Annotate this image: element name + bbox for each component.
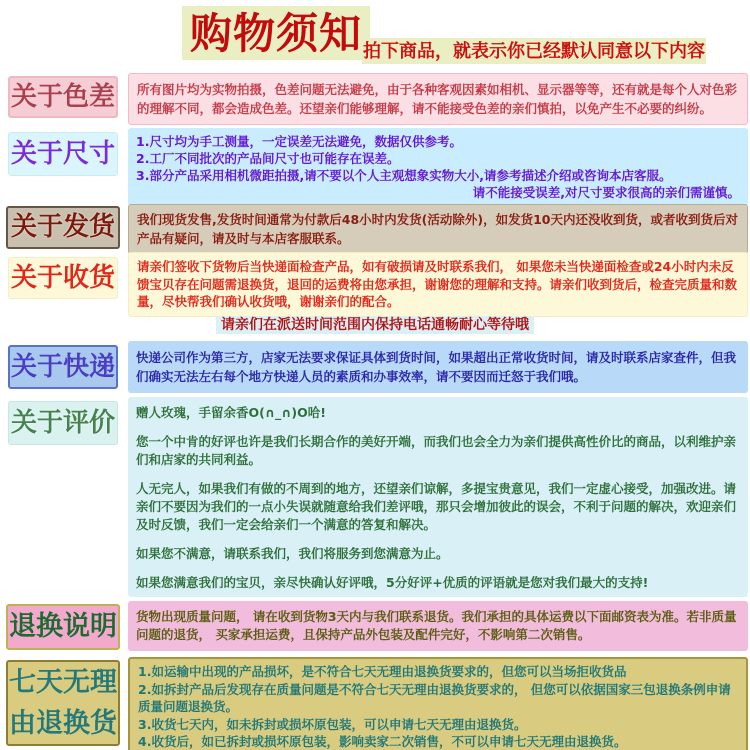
review-paragraph-1: 赠人玫瑰，手留余香O(∩_∩)O哈!: [136, 405, 326, 420]
seven-day-rule-1: 1.如运输中出现的产品损坏，是不符合七天无理由退换货要求的，但您可以当场拒收货品: [138, 664, 627, 679]
section-text-seven-day-return: [128, 657, 748, 750]
section-label-shipping: 关于发货: [6, 206, 120, 249]
size-rule-2: 2.工厂不同批次的产品间尺寸也可能存在误差。: [136, 151, 400, 166]
seven-day-label-line-2: 由退换货: [9, 708, 117, 739]
section-text-size: [128, 128, 748, 206]
section-label-size: 关于尺寸: [8, 132, 118, 176]
section-label-seven-day-return: [6, 660, 120, 746]
section-text-receiving: 请亲们签收下货物后当快递面检查产品，如有破损请及时联系我们， 如果您未当快递面检查或24小时内未反馈宝贝存在问题需退换货，退回的运费将由您承担，谢谢您的理解和支持。请亲们收到货后，检查完质量和数量，尽快帮我们确认收货哦，谢谢亲们的配合。: [128, 252, 748, 317]
section-label-color-difference: 关于色差: [8, 76, 118, 118]
seven-day-rule-4: 4.收货后，如已拆封或损坏原包装，影响卖家二次销售，不可以申请七天无理由退换货。: [138, 734, 627, 749]
page-subtitle: 拍下商品，就表示你已经默认同意以下内容: [362, 38, 706, 64]
size-rule-1: 1.尺寸均为手工测量，一定误差无法避免，数据仅供参考。: [136, 134, 462, 149]
review-paragraph-5: 如果您满意我们的宝贝，亲尽快确认好评哦，5分好评+优质的评语就是您对我们最大的支持!: [136, 575, 649, 590]
section-label-receiving: 关于收货: [8, 257, 118, 299]
delivery-phone-notice-row: [0, 314, 750, 334]
review-paragraph-4: 如果您不满意，请联系我们，我们将服务到您满意为止。: [136, 546, 449, 561]
delivery-phone-notice: 请亲们在派送时间范围内保持电话通畅耐心等待哦: [216, 316, 534, 334]
section-text-color-difference: 所有图片均为实物拍摄，色差问题无法避免，由于各种客观因素如相机、显示器等等，还有就是每个人对色彩的理解不同，都会造成色差。还望亲们能够理解，请不能接受色差的亲们慎拍，以免产生不必要的纠纷。: [128, 73, 748, 125]
section-text-returns: 货物出现质量问题， 请在收到货物3天内与我们联系退货。我们承担的具体运费以下面邮资表为准。若非质量问题的退货， 买家承担运费，且保持产品外包装及配件完好，不影响第二次销售。: [128, 601, 748, 651]
section-label-express: 关于快递: [8, 345, 118, 389]
section-label-review: 关于评价: [8, 401, 118, 445]
review-paragraph-3: 人无完人，如果我们有做的不周到的地方，还望亲们谅解，多提宝贵意见，我们一定虚心接受，加强改进。请亲们不要因为我们的一点小失误就随意给我们差评哦，那只会增加彼此的误会，不利于问题的解决，欢迎亲们及时反馈，我们一定会给亲们一个满意的答复和解决。: [136, 481, 737, 532]
section-text-review: [128, 397, 748, 597]
seven-day-rule-2: 2.如拆封产品后发现存在质量问题是不符合七天无理由退换货要求的， 但您可以依据国家三包退换条例申请质量问题退换货。: [138, 681, 731, 714]
section-text-express: 快递公司作为第三方，店家无法要求保证具体到货时间，如果超出正常收货时间，请及时联系店家查件，但我们确实无法左右每个地方快递人员的素质和办事效率，请不要因而迁怒于我们哦。: [128, 341, 748, 393]
seven-day-label-line-1: 七天无理: [9, 667, 117, 698]
seven-day-rule-3: 3.收货七天内，如未拆封或损坏原包装，可以申请七天无理由退换货。: [138, 716, 527, 732]
size-rule-3: 3.部分产品采用相机微距拍摄,请不要以个人主观想象实物大小,请参考描述介绍或咨询本店客服。: [136, 168, 672, 183]
section-text-shipping: 我们现货发售,发货时间通常为付款后48小时内发货(活动除外)，如发货10天内还没收到货，或者收到货后对产品有疑问，请及时与本店客服联系。: [128, 204, 748, 254]
section-label-returns: 退换说明: [6, 604, 120, 650]
size-warning: 请不能接受误差,对尺寸要求很高的亲们需谨慎。: [472, 185, 740, 200]
review-paragraph-2: 您一个中肯的好评也许是我们长期合作的美好开端，而我们也会全力为亲们提供高性价比的商品，以利维护亲们和店家的共同利益。: [136, 434, 737, 467]
page-title: 购物须知: [182, 6, 370, 60]
